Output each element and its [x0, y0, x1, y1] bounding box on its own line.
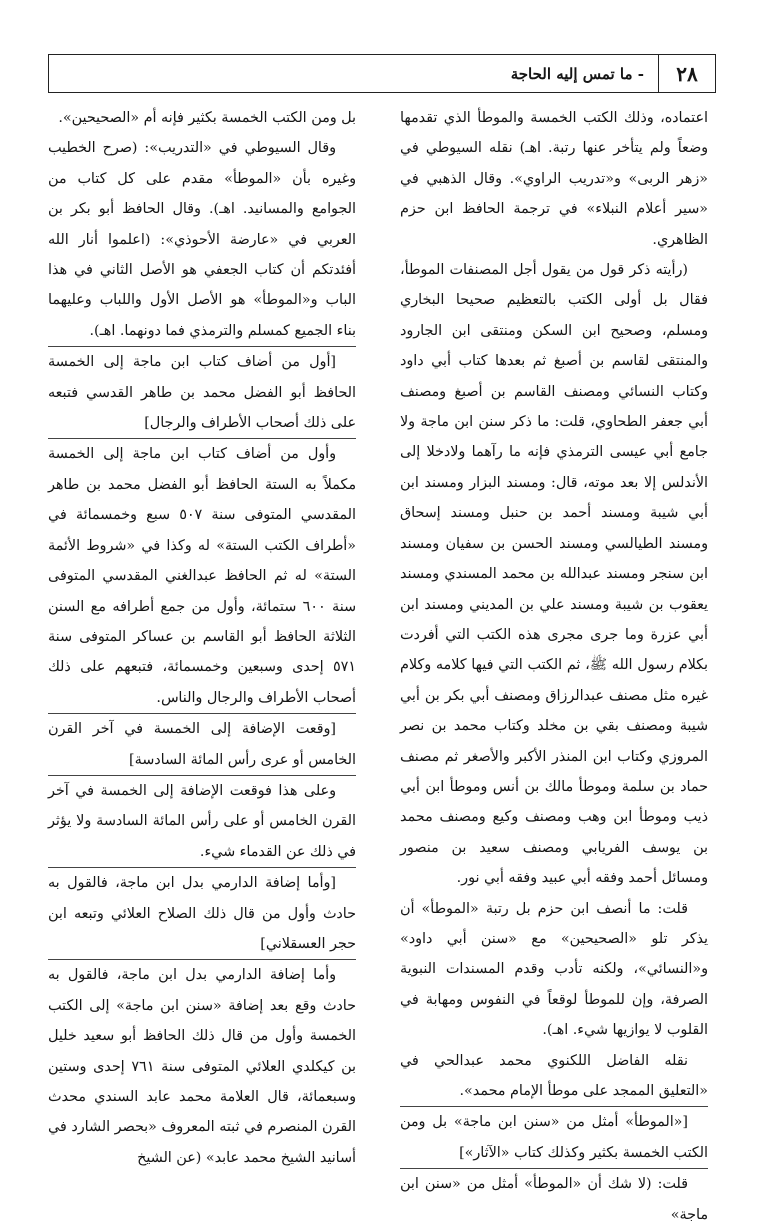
paragraph: (رأيته ذكر قول من يقول أجل المصنفات الموطأ، فقال بل أولى الكتب بالتعظيم صحيحا البخاري ومسلم، وصحيح ابن السكن ومنتقى ابن الجارود والمنتقى لقاسم بن أصبغ ثم بعدها كتاب أبي داود وكتاب النسائي ومصنف القاسم بن أصبغ ومصنف أبي جعفر الطحاوي، قلت: ما ذكر سنن ابن ماجة ولا جامع أبي عيسى الترمذي فإنه ما رآهما ولادخلا إلى الأندلس إلا بعد موته، قال: ومسند البزار ومسند ابن أبي شيبة ومسند أحمد بن حنبل ومسند إسحاق ومسند الطيالسي ومسند الحسن بن سفيان ومسند ابن سنجر ومسند عبدالله بن محمد المسندي ومسند يعقوب بن شيبة ومسند علي بن المديني ومسند ابن أبي عزرة وما جرى مجرى هذه الكتب التي أفردت بكلام رسول الله ﷺ، ثم الكتب التي فيها كلامه وكلام غيره مثل مصنف عبدالرزاق ومصنف أبي بكر بن أبي شيبة ومصنف بقي بن مخلد وكتاب محمد بن نصر المروزي وكتاب ابن المنذر الأكبر والأصغر ثم مصنف حماد بن سلمة وموطأ مالك بن أنس وموطأ ابن أبي ذيب وموطأ ابن وهب ومصنف وكيع ومصنف محمد بن يوسف الفريابي ومصنف سعيد بن منصور ومسائل أحمد وفقه أبي عبيد وفقه أبي نور.: [400, 262, 708, 887]
running-title: - ما تمس إليه الحاجة: [510, 64, 644, 83]
left-column: [48, 103, 356, 1173]
paragraph: وأما إضافة الدارمي بدل ابن ماجة، فالقول به حادث وقع بعد إضافة «سنن ابن ماجة» إلى الكتب الخمسة وأول من قال ذلك الحافظ أبو سعيد خليل بن كيكلدي العلائي المتوفى سنة ٧٦١ إحدى وستين وسبعمائة، قال العلامة محمد عابد السندي محدث القرن المنصرم في ثبته المعروف «بحصر الشارد في أسانيد الشيخ محمد عابد» (عن الشيخ: [48, 967, 356, 1166]
section-heading: [وأما إضافة الدارمي بدل ابن ماجة، فالقول به حادث وأول من قال ذلك الصلاح العلائي وتبعه ابن حجر العسقلاني]: [48, 867, 356, 960]
paragraph: قلت: (لا شك أن «الموطأ» أمثل من «سنن ابن ماجة»: [400, 1176, 708, 1223]
paragraph: اعتماده، وذلك الكتب الخمسة والموطأ الذي تقدمها وضعاً ولم يتأخر عنها رتبة. اهـ) نقله السيوطي في «زهر الربى» و«تدريب الراوي». وقال الذهبي في «سير أعلام النبلاء» في ترجمة الحافظ ابن حزم الظاهري.: [400, 110, 708, 248]
paragraph: بل ومن الكتب الخمسة بكثير فإنه أم «الصحيحين».: [58, 110, 356, 126]
paragraph: وعلى هذا فوقعت الإضافة إلى الخمسة في آخر القرن الخامس أو على رأس المائة السادسة ولا يؤثر في ذلك عن القدماء شيء.: [48, 782, 356, 860]
page-header: [48, 54, 716, 93]
paragraph: قلت: ما أنصف ابن حزم بل رتبة «الموطأ» أن يذكر تلو «الصحيحين» مع «سنن أبي داود» و«النسائي»، ولكنه تأدب وقدم المسندات النبوية الصرفة، وإن للموطأ لوقعاً في النفوس ومهابة في القلوب لا يوازيها شيء. اهـ).: [400, 900, 708, 1039]
paragraph: وأول من أضاف كتاب ابن ماجة إلى الخمسة مكملاً به الستة الحافظ أبو الفضل محمد بن طاهر المقدسي المتوفى سنة ٥٠٧ سبع وخمسمائة في «أطراف الكتب الستة» له وكذا في «شروط الأئمة الستة» له ثم الحافظ عبدالغني المقدسي المتوفى سنة ٦٠٠ ستمائة، وأول من جمع أطرافه مع السنن الثلاثة الحافظ أبو القاسم بن عساكر المتوفى سنة ٥٧١ إحدى وسبعين وخمسمائة، فتبعهم على ذلك أصحاب الأطراف والرجال والناس.: [48, 446, 356, 706]
section-heading: [وقعت الإضافة إلى الخمسة في آخر القرن الخامس أو عرى رأس المائة السادسة]: [48, 713, 356, 776]
paragraph: وقال السيوطي في «التدريب»: (صرح الخطيب وغيره بأن «الموطأ» مقدم على كل كتاب من الجوامع والمسانيد. اهـ). وقال الحافظ أبو بكر بن العربي في «عارضة الأحوذي»: (اعلموا أنار الله أفئدتكم أن كتاب الجعفي هو الأصل الثاني في هذا الباب و«الموطأ» هو الأصل الأول واللباب وعليهما بناء الجميع كمسلم والترمذي فما دونهما. اهـ).: [48, 140, 356, 339]
section-heading: [أول من أضاف كتاب ابن ماجة إلى الخمسة الحافظ أبو الفضل محمد بن طاهر القدسي فتبعه على ذلك أصحاب الأطراف والرجال]: [48, 346, 356, 439]
section-heading: [«الموطأ» أمثل من «سنن ابن ماجة» بل ومن الكتب الخمسة بكثير وكذلك كتاب «الآثار»]: [400, 1106, 708, 1169]
page-number: ٢٨: [658, 55, 715, 92]
right-column: [400, 103, 708, 1230]
paragraph: نقله الفاضل اللكنوي محمد عبدالحي في «التعليق الممجد على موطأ الإمام محمد».: [400, 1052, 708, 1099]
